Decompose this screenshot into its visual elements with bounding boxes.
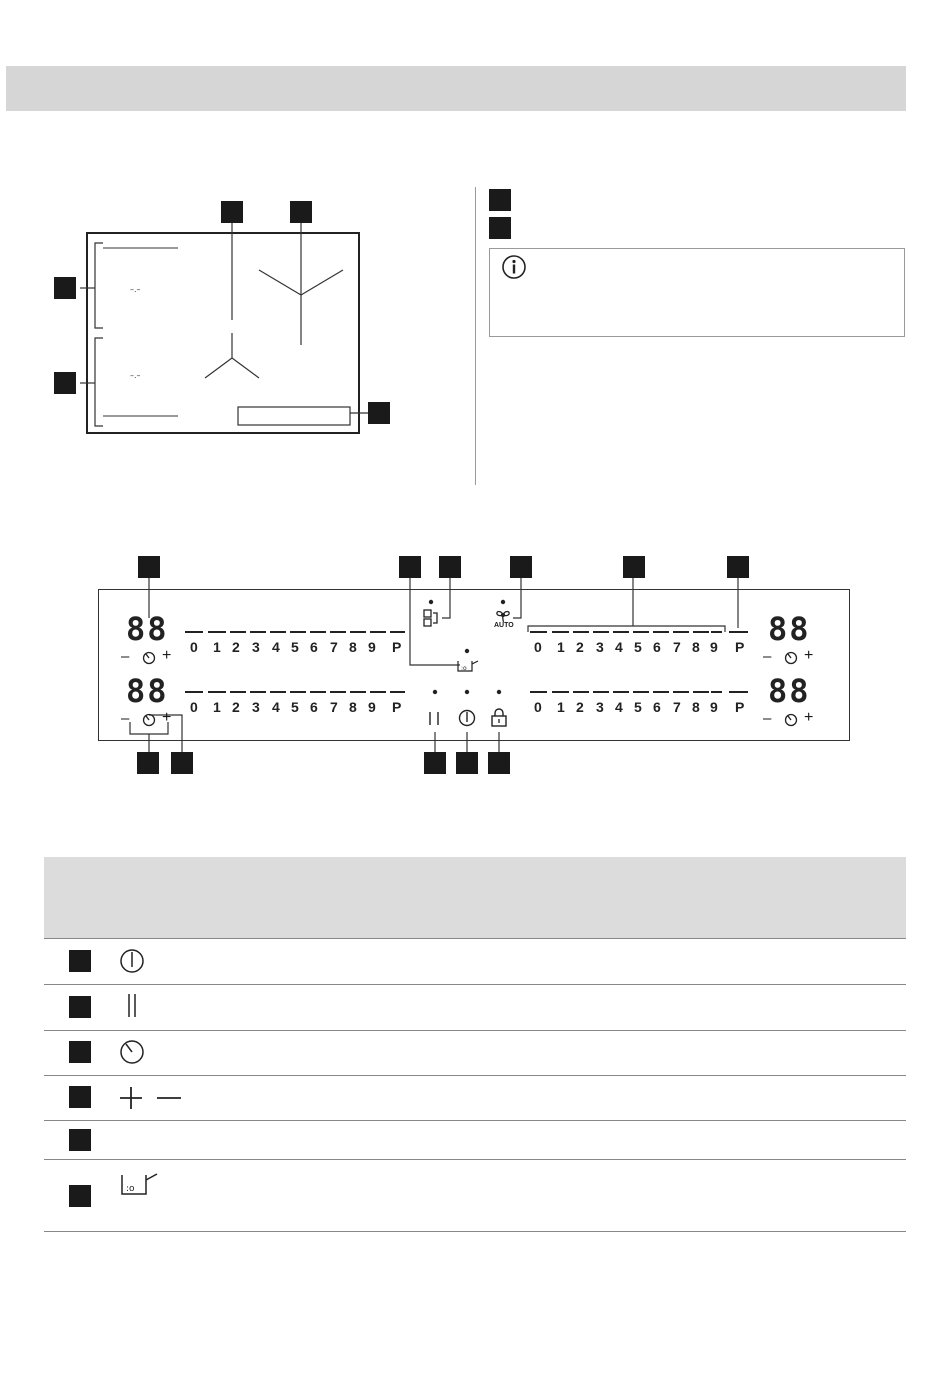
- scale-digit[interactable]: 7: [330, 639, 338, 655]
- info-note: [489, 248, 905, 337]
- timer-plus[interactable]: +: [162, 647, 172, 664]
- scale-digit[interactable]: 4: [615, 639, 623, 655]
- callout-marker: [54, 277, 76, 299]
- callout-marker: [54, 372, 76, 394]
- display-top-left: 88: [126, 610, 169, 648]
- table-header: [44, 857, 906, 939]
- scale-digit[interactable]: 7: [673, 699, 681, 715]
- scale-digit[interactable]: 5: [291, 699, 299, 715]
- table-row-marker: [69, 1041, 91, 1063]
- scale-digit[interactable]: 0: [534, 699, 542, 715]
- scale-digit[interactable]: 3: [596, 639, 604, 655]
- table-row-marker: [69, 996, 91, 1018]
- scale-digit[interactable]: 7: [330, 699, 338, 715]
- scale-digit[interactable]: 2: [232, 639, 240, 655]
- scale-digit[interactable]: P: [392, 699, 402, 715]
- scale-digit[interactable]: 9: [710, 639, 718, 655]
- scale-digit[interactable]: 0: [190, 639, 198, 655]
- timer-icon: [121, 1041, 143, 1063]
- display-bottom-right: 88: [768, 672, 811, 710]
- table-row-marker: [69, 950, 91, 972]
- scale-digit[interactable]: 9: [368, 699, 376, 715]
- scale-digit[interactable]: 5: [634, 639, 642, 655]
- scale-digit[interactable]: 1: [213, 639, 221, 655]
- legend-marker: [489, 189, 511, 211]
- scale-digit[interactable]: 2: [232, 699, 240, 715]
- display-bottom-left: 88: [126, 672, 169, 710]
- auto-label: AUTO: [494, 622, 514, 629]
- callout-marker: [488, 752, 510, 774]
- scale-digit[interactable]: 9: [368, 639, 376, 655]
- table-row-marker: [69, 1185, 91, 1207]
- scale-digit[interactable]: 4: [615, 699, 623, 715]
- callout-marker: [290, 201, 312, 223]
- scale-digit[interactable]: 8: [349, 699, 357, 715]
- scale-digit[interactable]: 8: [692, 639, 700, 655]
- table-divider: [44, 1231, 906, 1232]
- callout-marker: [221, 201, 243, 223]
- legend-marker: [489, 217, 511, 239]
- callout-marker: [137, 752, 159, 774]
- column-divider: [475, 187, 476, 485]
- scale-digit[interactable]: 2: [576, 639, 584, 655]
- power-icon: [121, 950, 143, 972]
- svg-text::o: :o: [126, 1184, 135, 1194]
- svg-text:–.–: –.–: [130, 371, 141, 380]
- scale-digit[interactable]: 0: [190, 699, 198, 715]
- scale-digit[interactable]: 4: [272, 699, 280, 715]
- scale-digit[interactable]: 3: [252, 639, 260, 655]
- scale-digit[interactable]: 6: [310, 639, 318, 655]
- svg-text::o: :o: [461, 665, 467, 672]
- scale-digit[interactable]: 5: [634, 699, 642, 715]
- scale-digit[interactable]: 8: [349, 639, 357, 655]
- scale-digit[interactable]: 9: [710, 699, 718, 715]
- callout-marker: [368, 402, 390, 424]
- scale-digit[interactable]: 6: [653, 639, 661, 655]
- timer-plus[interactable]: +: [804, 647, 814, 664]
- scale-digit[interactable]: 2: [576, 699, 584, 715]
- display-top-right: 88: [768, 610, 811, 648]
- scale-digit[interactable]: 5: [291, 639, 299, 655]
- scale-digit[interactable]: 6: [310, 699, 318, 715]
- callout-marker: [424, 752, 446, 774]
- timer-plus[interactable]: +: [162, 709, 172, 726]
- scale-digit[interactable]: 8: [692, 699, 700, 715]
- hob-outline: [87, 233, 359, 433]
- scale-digit[interactable]: 6: [653, 699, 661, 715]
- timer-minus[interactable]: –: [763, 710, 772, 727]
- timer-plus[interactable]: +: [804, 709, 814, 726]
- timer-minus[interactable]: –: [121, 648, 130, 665]
- scale-digit[interactable]: 3: [252, 699, 260, 715]
- scale-digit[interactable]: 1: [557, 699, 565, 715]
- timer-minus[interactable]: –: [763, 648, 772, 665]
- table-divider: [44, 938, 906, 939]
- callout-marker: [456, 752, 478, 774]
- scale-digit[interactable]: 4: [272, 639, 280, 655]
- pause-icon: [129, 994, 135, 1017]
- scale-digit[interactable]: P: [735, 639, 745, 655]
- scale-digit[interactable]: 0: [534, 639, 542, 655]
- scale-digit[interactable]: 1: [213, 699, 221, 715]
- timer-minus[interactable]: –: [121, 710, 130, 727]
- svg-text:–.–: –.–: [130, 285, 141, 294]
- scale-digit[interactable]: 7: [673, 639, 681, 655]
- callout-marker: [171, 752, 193, 774]
- scale-digit[interactable]: 1: [557, 639, 565, 655]
- scale-digit[interactable]: P: [392, 639, 402, 655]
- scale-digit[interactable]: P: [735, 699, 745, 715]
- info-icon: [500, 253, 528, 281]
- table-symbols: [110, 940, 190, 1200]
- table-row-marker: [69, 1086, 91, 1108]
- scale-digit[interactable]: 3: [596, 699, 604, 715]
- plus-minus-icon: [120, 1087, 181, 1109]
- table-row-marker: [69, 1129, 91, 1151]
- control-panel-area: [238, 407, 350, 425]
